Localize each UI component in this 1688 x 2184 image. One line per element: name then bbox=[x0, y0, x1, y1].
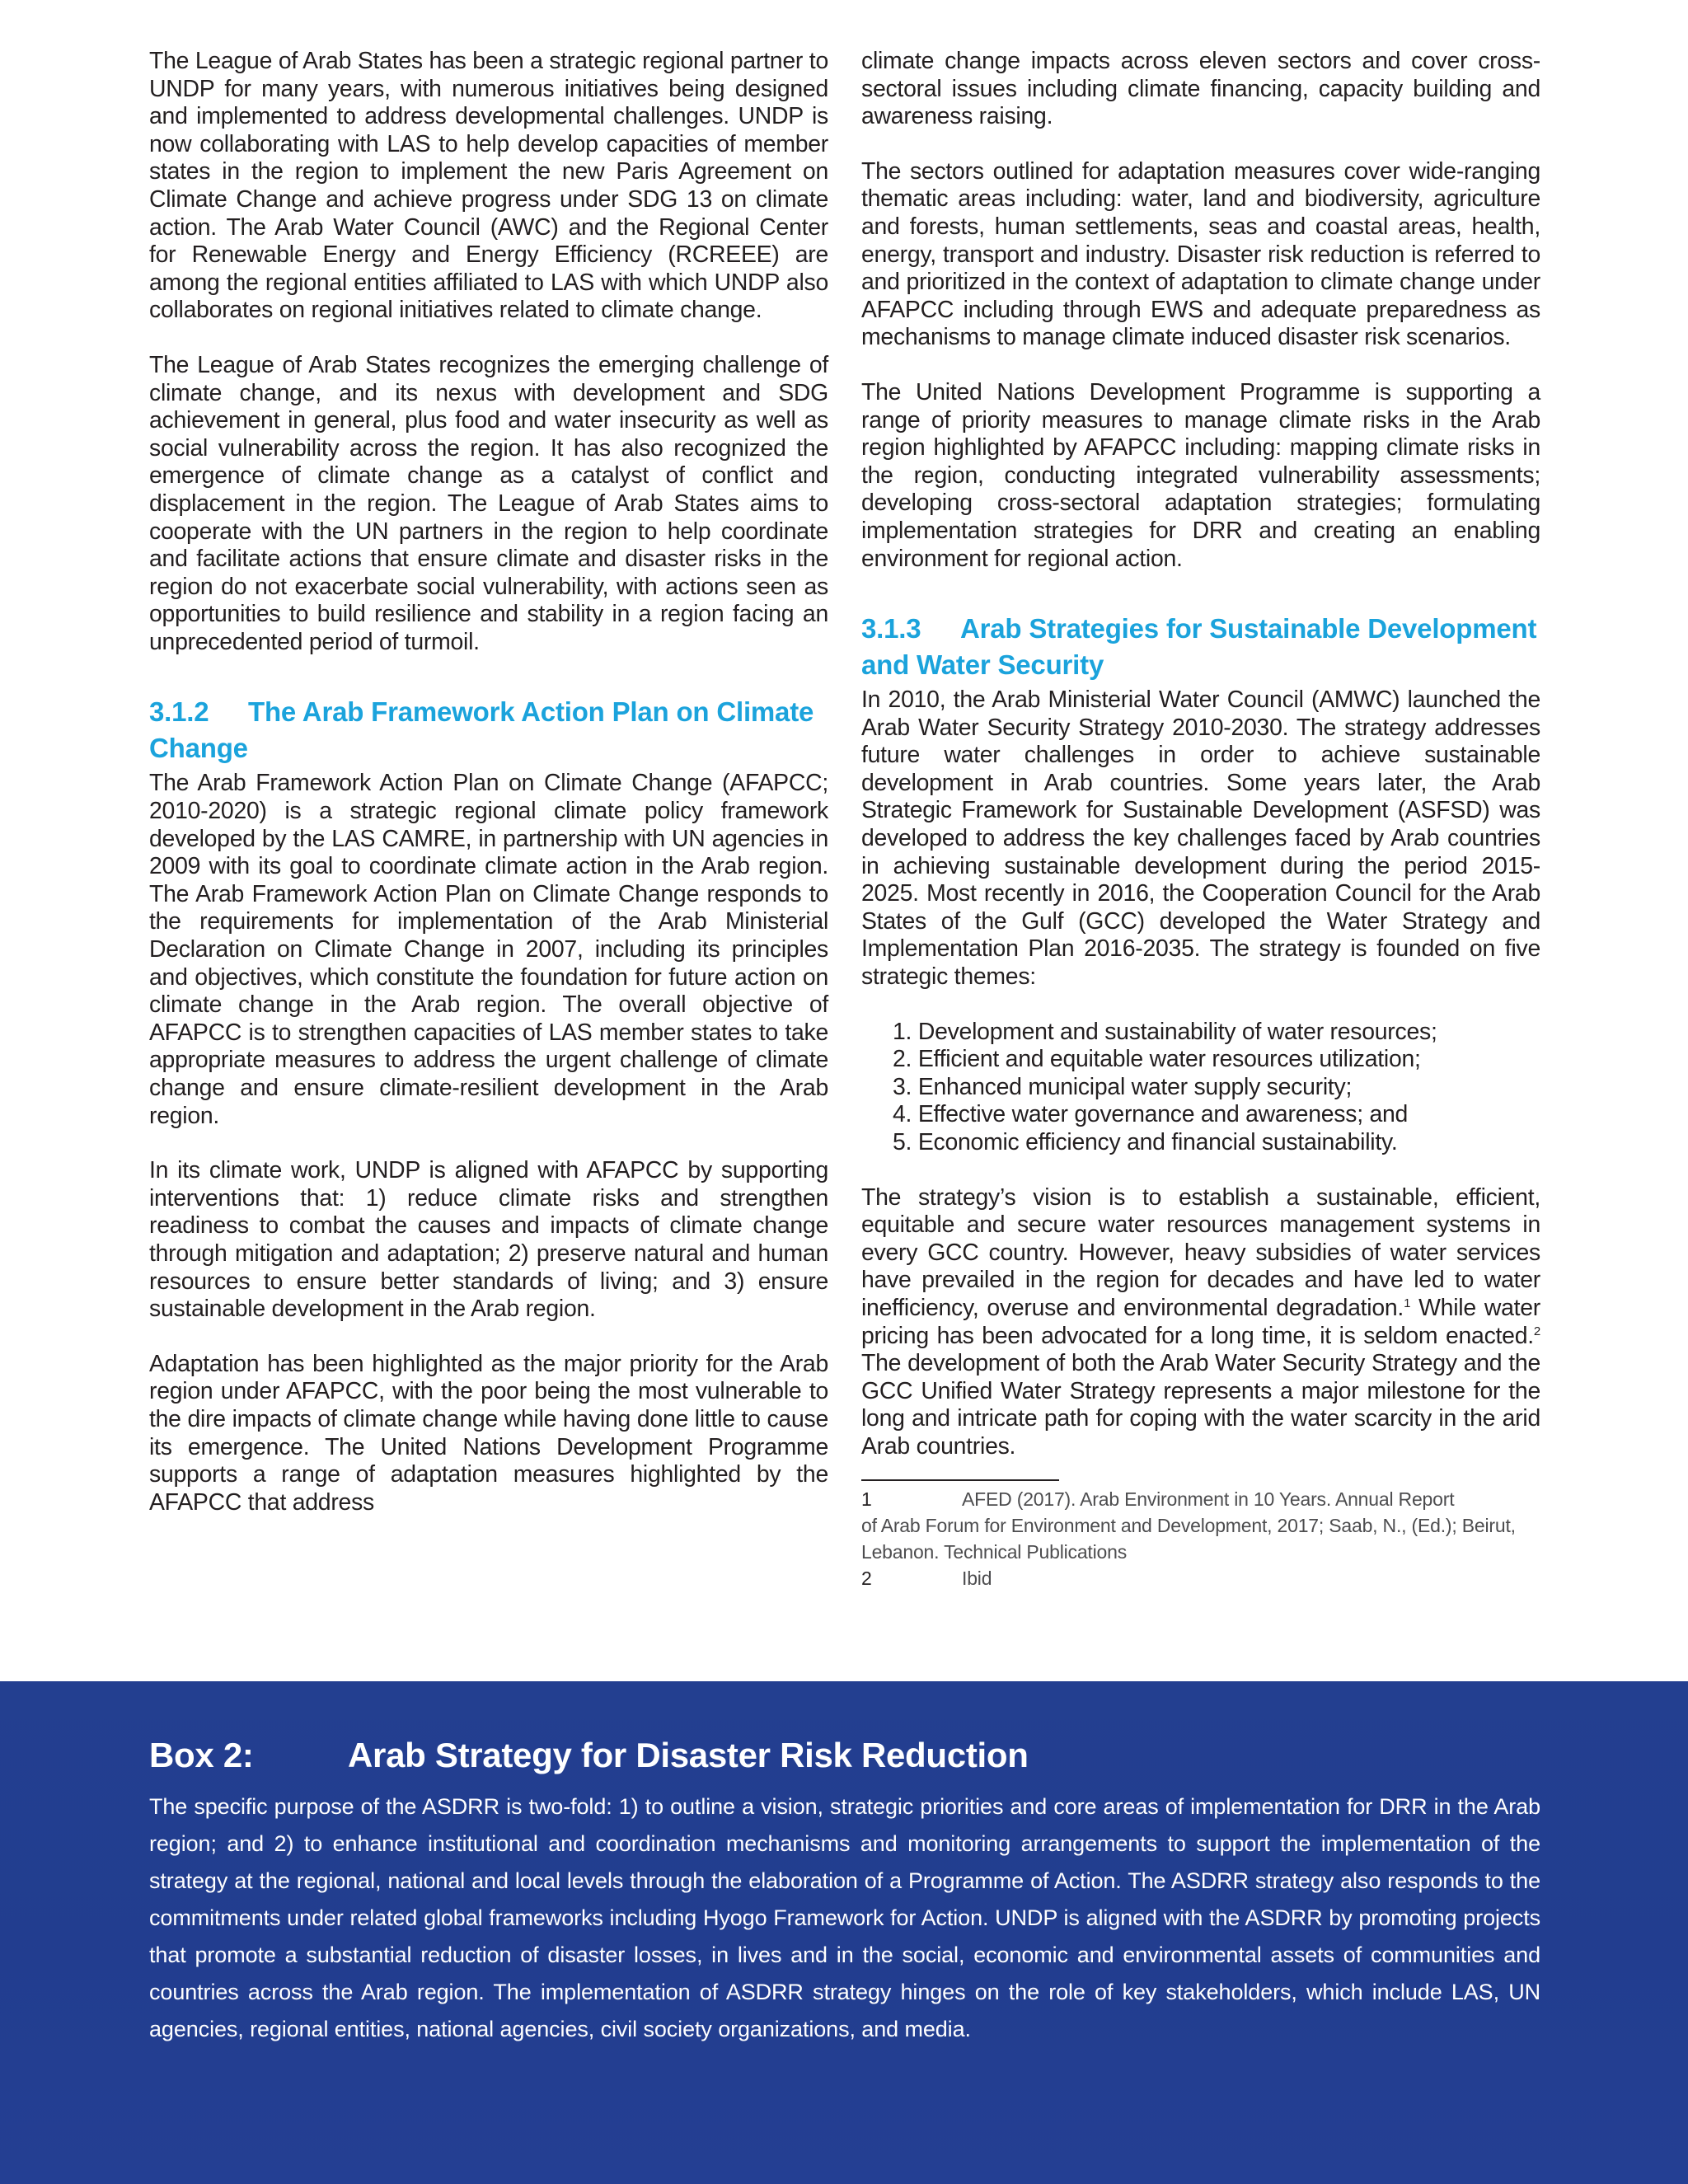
list-item: 4. Effective water governance and awareness; and bbox=[893, 1101, 1409, 1128]
paragraph-text: The development of both the Arab Water Security Strategy and the GCC Unified Water Strategy represents a major milestone for the long and intricate path for coping with the water scarcity in the arid Arab countries. bbox=[861, 1350, 1540, 1460]
box-text: The specific purpose of the ASDRR is two-fold: 1) to outline a vision, strategic priorities and core areas of implementation for DRR in the Arab region; and 2) to enhance institutional and coordination mechanisms and monitoring arrangements to support the implementation of the strategy at the regional, national and local levels through the elaboration of a Programme of Action. The ASDRR strategy also responds to the commitments under related global frameworks including Hyogo Framework for Action. UNDP is aligned with the ASDRR by promoting projects that promote a substantial reduction of disaster losses, in lives and in the social, economic and environmental assets of communities and countries across the Arab region. The implementation of ASDRR strategy hinges on the role of key stakeholders, which include LAS, UN agencies, regional entities, national agencies, civil society organizations, and media. bbox=[149, 1794, 1540, 2041]
paragraph-text: The strategy’s vision is to establish a sustainable, efficient, equitable and secure water resources management systems in every GCC country. However, heavy subsidies of water services have prevailed in the region for decades and have led to water inefficiency, overuse and environmental degradation. bbox=[861, 1183, 1540, 1321]
paragraph: climate change impacts across eleven sectors and cover cross-sectoral issues including climate financing, capacity building and awareness raising. bbox=[861, 48, 1540, 130]
box-heading: Arab Strategy for Disaster Risk Reduction bbox=[348, 1736, 1029, 1774]
section-title: Arab Strategies for Sustainable Development and Water Security bbox=[861, 613, 1537, 681]
footnote-ref[interactable]: 1 bbox=[1404, 1296, 1411, 1310]
paragraph: In its climate work, UNDP is aligned with AFAPCC by supporting interventions that: 1) reduce climate risks and strengthen readiness to combat the causes and impacts of climate change through mitigation and adaptation; 2) preserve natural and human resources to ensure better standards of living; and 3) ensure sustainable development in the Arab region. bbox=[149, 1157, 828, 1323]
paragraph: The League of Arab States has been a strategic regional partner to UNDP for many years, with numerous initiatives being designed and implemented to address developmental challenges. UNDP is now collaborating with LAS to help develop capacities of member states in the region to implement the new Paris Agreement on Climate Change and achieve progress under SDG 13 on climate action. The Arab Water Council (AWC) and the Regional Center for Renewable Energy and Energy Efficiency (RCREEE) are among the regional entities affiliated to LAS with which UNDP also collaborates on regional initiatives related to climate change. bbox=[149, 48, 828, 324]
footnote-number: 1 bbox=[861, 1488, 872, 1510]
footnote-number: 2 bbox=[861, 1567, 872, 1589]
footnote bbox=[861, 1565, 1540, 1591]
footnote-text: of Arab Forum for Environment and Development, 2017; Saab, N., (Ed.); Beirut, Lebanon. Technical Publications bbox=[861, 1514, 1516, 1563]
page-body bbox=[149, 48, 1540, 1591]
section-number: 3.1.2 bbox=[149, 696, 209, 728]
paragraph: The League of Arab States recognizes the emerging challenge of climate change, and its nexus with development and SDG achievement in general, plus food and water insecurity as well as social vulnerability across the region. It has also recognized the emergence of climate change as a catalyst of conflict and displacement in the region. The League of Arab States aims to cooperate with the UN partners in the region to help coordinate and facilitate actions that ensure climate and disaster risks in the region do not exacerbate social vulnerability, with actions seen as opportunities to build resilience and stability in a region facing an unprecedented period of turmoil. bbox=[149, 351, 828, 655]
section-heading-3-1-3 bbox=[861, 611, 1540, 683]
box-label: Box 2: bbox=[149, 1736, 254, 1774]
paragraph: The United Nations Development Programme is supporting a range of priority measures to manage climate risks in the Arab region highlighted by AFAPCC including: mapping climate risks in the region, conducting integrated vulnerability assessments; developing cross-sectoral adaptation strategies; formulating implementation strategies for DRR and creating an enabling environment for regional action. bbox=[861, 378, 1540, 572]
box-2-panel bbox=[0, 1681, 1688, 2184]
footnote-ref[interactable]: 2 bbox=[1533, 1324, 1540, 1338]
section-title: The Arab Framework Action Plan on Climate Change bbox=[149, 696, 814, 764]
footnote bbox=[861, 1486, 1540, 1565]
right-column bbox=[861, 48, 1540, 1591]
footnote-text: Ibid bbox=[962, 1567, 992, 1589]
strategic-themes-list bbox=[861, 1019, 1540, 1157]
list-item: 3. Enhanced municipal water supply security; bbox=[893, 1073, 1353, 1100]
paragraph: The Arab Framework Action Plan on Climate Change (AFAPCC; 2010-2020) is a strategic regional climate policy framework developed by the LAS CAMRE, in partnership with UN agencies in 2009 with its goal to coordinate climate action in the Arab region. The Arab Framework Action Plan on Climate Change responds to the requirements for implementation of the Arab Ministerial Declaration on Climate Change in 2007, including its principles and objectives, which constitute the foundation for future action on climate change in the Arab region. The overall objective of AFAPCC is to strengthen capacities of LAS member states to take appropriate measures to address the urgent challenge of climate change and ensure climate-resilient development in the Arab region. bbox=[149, 770, 828, 1129]
paragraph: The sectors outlined for adaptation measures cover wide-ranging thematic areas including: water, land and biodiversity, agriculture and forests, human settlements, seas and coastal areas, health, energy, transport and industry. Disaster risk reduction is referred to and prioritized in the context of adaptation to climate change under AFAPCC including through EWS and adequate preparedness as mechanisms to manage climate induced disaster risk scenarios. bbox=[861, 157, 1540, 351]
paragraph: In 2010, the Arab Ministerial Water Council (AMWC) launched the Arab Water Security Strategy 2010-2030. The strategy addresses future water challenges in order to achieve sustainable development in Arab countries. Some years later, the Arab Strategic Framework for Sustainable Development (ASFSD) was developed to address the key challenges faced by Arab countries in achieving sustainable development during the period 2015-2025. Most recently in 2016, the Cooperation Council for the Arab States of the Gulf (GCC) developed the Water Strategy and Implementation Plan 2016-2035. The strategy is founded on five strategic themes: bbox=[861, 687, 1540, 991]
list-item: 2. Efficient and equitable water resources utilization; bbox=[893, 1046, 1421, 1073]
paragraph-text: While water pricing has been advocated for a long time, it is seldom enacted. bbox=[861, 1294, 1540, 1349]
footnote-text: AFED (2017). Arab Environment in 10 Years. Annual Report bbox=[962, 1488, 1455, 1510]
list-item: 1. Development and sustainability of water resources; bbox=[893, 1018, 1437, 1045]
section-heading-3-1-2 bbox=[149, 694, 828, 766]
footnotes bbox=[861, 1486, 1540, 1591]
left-column bbox=[149, 48, 828, 1591]
paragraph: Adaptation has been highlighted as the major priority for the Arab region under AFAPCC, with the poor being the most vulnerable to the dire impacts of climate change while having done little to cause its emergence. The United Nations Development Programme supports a range of adaptation measures highlighted by the AFAPCC that address bbox=[149, 1350, 828, 1516]
box-title bbox=[149, 1734, 1029, 1777]
paragraph bbox=[861, 1184, 1540, 1461]
section-number: 3.1.3 bbox=[861, 613, 921, 644]
footnote-divider bbox=[861, 1479, 1059, 1481]
list-item: 5. Economic efficiency and financial sustainability. bbox=[893, 1129, 1398, 1155]
